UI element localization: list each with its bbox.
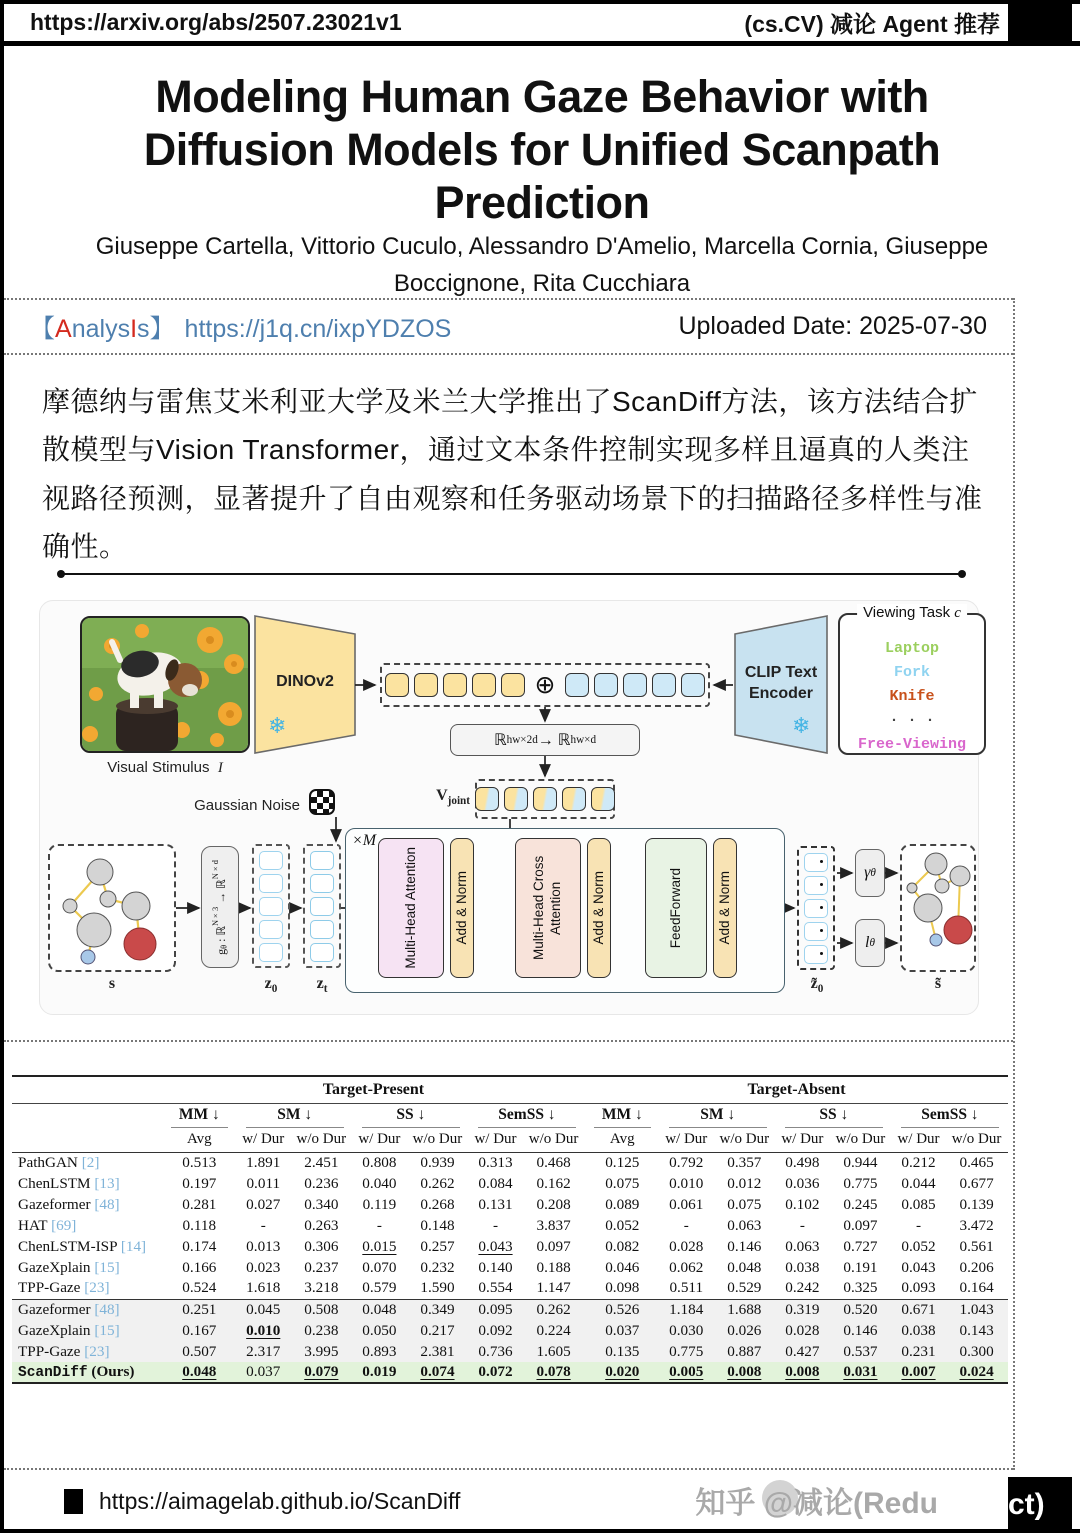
metric-header: SS ↓ [353,1103,469,1128]
value-cell: 0.075 [605,1174,640,1192]
text-token [565,673,589,697]
value-cell: 0.084 [478,1174,513,1192]
value-cell: 0.010 [246,1321,281,1339]
task-option: · · · [889,712,935,729]
value-cell: 1.618 [246,1279,281,1297]
value-cell: 0.102 [785,1195,820,1213]
value-cell: 0.048 [353,1299,406,1320]
value-cell: 0.028 [785,1321,820,1339]
table-row [12,1173,1008,1194]
sub-header: Avg [585,1128,660,1152]
results-table [12,1075,1008,1384]
authors: Giuseppe Cartella, Vittorio Cuculo, Alessandro D'Amelio, Marcella Cornia, Giuseppe Boccignone, Rita Cucchiara [95,233,989,298]
value-cell: 0.048 [727,1258,762,1276]
value-cell: 0.089 [605,1195,640,1213]
group-header: Target-Absent [585,1076,1008,1103]
project-link[interactable]: https://aimagelab.github.io/ScanDiff [99,1488,461,1514]
value-cell: 0.146 [727,1237,762,1255]
method-cell: HAT [69] [18,1216,77,1234]
value-cell: 0.043 [901,1258,936,1276]
value-cell: 0.498 [785,1153,820,1171]
method-cell: GazeXplain [15] [18,1258,120,1276]
uploaded-date: Uploaded Date: 2025-07-30 [678,312,987,340]
value-cell: 0.197 [182,1174,217,1192]
sub-header: Avg [162,1128,237,1152]
table-row [12,1257,1008,1278]
value-cell: - [260,1216,266,1234]
value-cell: 0.191 [843,1258,878,1276]
value-cell: - [376,1216,382,1234]
value-cell: 0.118 [182,1216,217,1234]
value-cell: 0.048 [182,1363,217,1380]
task-option: Fork [893,664,930,681]
method-cell: ScanDiff (Ours) [18,1363,135,1381]
table-row [12,1215,1008,1236]
snowflake-icon: ❄ [792,713,811,738]
results-table-head [12,1076,1008,1152]
value-cell: 0.166 [182,1258,217,1276]
table-row [12,1236,1008,1257]
value-cell: 0.736 [478,1342,513,1360]
value-cell: 0.529 [727,1279,762,1297]
task-option: Laptop [884,640,939,657]
value-cell: 0.027 [246,1195,281,1213]
value-cell: 0.037 [605,1321,640,1339]
value-cell: 0.098 [605,1279,640,1297]
embedding-function-box: $g_\theta$ : ℝ$^{N\times 3}$ → ℝ$^{N\times d}$ [201,846,239,968]
value-cell: 0.775 [843,1174,878,1192]
value-cell: 0.174 [182,1237,217,1255]
value-cell: 0.508 [290,1299,353,1320]
value-cell: 0.008 [785,1363,820,1380]
value-cell: 0.427 [785,1342,820,1360]
snowflake-icon: ❄ [268,713,287,738]
arxiv-url[interactable]: https://arxiv.org/abs/2507.23021v1 [30,9,402,35]
architecture-figure [39,600,979,1015]
sub-header: w/ Dur [469,1128,522,1152]
value-cell: 0.010 [669,1174,704,1192]
value-cell: 0.037 [246,1363,281,1380]
value-cell: 0.078 [536,1363,571,1380]
value-cell: 0.052 [605,1216,640,1234]
value-cell: 0.013 [246,1237,281,1255]
results-table-body [12,1152,1008,1383]
value-cell: 0.092 [478,1321,513,1339]
value-cell: 0.135 [605,1342,640,1360]
value-cell: - [799,1216,805,1234]
image-token [472,673,496,697]
value-cell: 0.005 [669,1363,704,1380]
method-cell: ChenLSTM [13] [18,1174,120,1192]
zt-label: $z_t$ [316,975,328,996]
value-cell: 0.251 [162,1299,237,1320]
text-token [594,673,618,697]
value-cell: 0.097 [843,1216,878,1234]
value-cell: 0.526 [585,1299,660,1320]
value-cell: 0.038 [785,1258,820,1276]
sub-header: w/ Dur [892,1128,945,1152]
value-cell: 0.036 [785,1174,820,1192]
value-cell: 0.031 [843,1363,878,1380]
joint-token [533,787,557,811]
input-scanpath [48,844,176,972]
watermark-text: 知乎 @减论(Redu [695,1487,938,1520]
value-cell: 0.245 [843,1195,878,1213]
value-cell: 0.093 [901,1279,936,1297]
value-cell: 0.537 [843,1342,878,1360]
value-cell: 0.095 [469,1299,522,1320]
value-cell: 0.561 [959,1237,994,1255]
value-cell: 3.218 [304,1279,339,1297]
divider [4,1040,1013,1042]
value-cell: 1.043 [945,1299,1008,1320]
value-cell: 2.317 [246,1342,281,1360]
value-cell: 0.727 [843,1237,878,1255]
table-row [12,1299,1008,1320]
value-cell: 0.008 [727,1363,762,1380]
joint-token [562,787,586,811]
value-cell: 0.236 [304,1174,339,1192]
value-cell: 0.554 [478,1279,513,1297]
value-cell: 0.671 [892,1299,945,1320]
sub-header: w/o Dur [522,1128,585,1152]
multi-head-cross-attention-box: Multi-Head Cross Attention [515,838,581,978]
value-cell: 0.030 [669,1321,704,1339]
s-tilde-label: s̃ [934,975,942,992]
value-cell: 0.125 [605,1153,640,1171]
value-cell: 0.050 [362,1321,397,1339]
value-cell: 0.164 [959,1279,994,1297]
table-row [12,1320,1008,1341]
value-cell: 0.262 [420,1174,455,1192]
value-cell: 0.507 [182,1342,217,1360]
dot-divider [59,573,964,575]
table-row [12,1278,1008,1299]
value-cell: 0.075 [727,1195,762,1213]
text-token [652,673,676,697]
divider [4,353,1013,355]
value-cell: 0.043 [478,1237,513,1255]
value-cell: 0.325 [843,1279,878,1297]
value-cell: 0.939 [420,1153,455,1171]
add-norm-box: Add & Norm [713,838,737,978]
footer [4,1470,1013,1533]
value-cell: 0.231 [901,1342,936,1360]
z0-column [252,844,290,968]
value-cell: 0.887 [727,1342,762,1360]
analysis-link[interactable]: https://j1q.cn/ixpYDZOS [184,314,452,343]
value-cell: 0.038 [901,1321,936,1339]
value-cell: 0.148 [420,1216,455,1234]
metric-header: SS ↓ [776,1103,892,1128]
value-cell: 0.040 [362,1174,397,1192]
value-cell: 0.131 [478,1195,513,1213]
viewing-task-box [838,604,986,755]
value-cell: 0.232 [420,1258,455,1276]
value-cell: 0.349 [406,1299,469,1320]
value-cell: 0.677 [959,1174,994,1192]
corner-black-box-top [1008,0,1072,46]
value-cell: 1.605 [536,1342,571,1360]
metric-header: SemSS ↓ [469,1103,585,1128]
value-cell: - [492,1216,499,1234]
value-cell: 0.079 [304,1363,339,1380]
sub-header: w/o Dur [945,1128,1008,1152]
value-cell: 0.513 [182,1153,217,1171]
value-cell: 0.070 [362,1258,397,1276]
metric-header: MM ↓ [162,1103,237,1128]
top-bar [4,0,1080,46]
s-label: s [108,975,116,992]
category-tag: (cs.CV) 减论 Agent 推荐 [744,11,1000,37]
value-cell: 1.147 [536,1279,571,1297]
value-cell: 0.044 [901,1174,936,1192]
value-cell: 0.524 [182,1279,217,1297]
method-cell: PathGAN [2] [18,1153,100,1171]
value-cell: 0.082 [605,1237,640,1255]
value-cell: 0.263 [304,1216,339,1234]
group-header: Target-Present [162,1076,585,1103]
method-cell: GazeXplain [15] [18,1321,120,1339]
value-cell: 0.306 [304,1237,339,1255]
z0-tilde-label: $z̃_0$ [810,975,824,996]
image-token [414,673,438,697]
token-row [380,663,710,707]
value-cell: 1.184 [660,1299,713,1320]
summary-text: 摩德纳与雷焦艾米利亚大学及米兰大学推出了ScanDiff方法，该方法结合扩散模型与Vision Transformer，通过文本条件控制实现多样且逼真的人类注视路径预测，显著提升了自由观察和任务驱动场景下的扫描路径多样性与准确性。 [42,386,983,563]
sub-header: w/o Dur [713,1128,776,1152]
dinov2-encoder: DINOv2 [276,673,334,690]
value-cell: 0.015 [362,1237,397,1255]
value-cell: 0.063 [785,1237,820,1255]
value-cell: 0.007 [901,1363,936,1380]
metric-header: MM ↓ [585,1103,660,1128]
image-token [385,673,409,697]
gaussian-noise-label: Gaussian Noise [194,797,300,814]
right-dashed-border [1013,298,1015,1470]
sub-header: w/ Dur [776,1128,829,1152]
sub-header: w/ Dur [353,1128,406,1152]
value-cell: 0.808 [362,1153,397,1171]
value-cell: 0.167 [182,1321,217,1339]
value-cell: 0.300 [959,1342,994,1360]
text-token [681,673,705,697]
clip-text-encoder: CLIP Text Encoder [744,664,818,702]
feedforward-box: FeedForward [645,838,707,978]
value-cell: 0.143 [959,1321,994,1339]
value-cell: 0.792 [669,1153,704,1171]
method-cell: ChenLSTM-ISP [14] [18,1237,147,1255]
value-cell: 0.775 [669,1342,704,1360]
noise-icon [309,789,335,815]
viewing-task-title: Viewing Task c [857,604,967,622]
value-cell: 0.313 [478,1153,513,1171]
sub-header: w/o Dur [829,1128,892,1152]
value-cell: 3.995 [304,1342,339,1360]
value-cell: 0.139 [959,1195,994,1213]
value-cell: 0.062 [669,1258,704,1276]
value-cell: 0.281 [182,1195,217,1213]
image-token [443,673,467,697]
value-cell: 0.140 [478,1258,513,1276]
multi-head-attention-box: Multi-Head Attention [378,838,444,978]
corner-black-box-bottom [1008,1477,1072,1533]
sub-header: w/o Dur [290,1128,353,1152]
value-cell: 0.119 [362,1195,397,1213]
value-cell: 0.045 [237,1299,290,1320]
analysis-label: 【AnalysIs】 https://j1q.cn/ixpYDZOS [30,314,452,343]
value-cell: 0.224 [536,1321,571,1339]
method-cell: Gazeformer [48] [12,1299,162,1320]
watermark-tail: ct) [1008,1488,1045,1521]
image-token [501,673,525,697]
value-cell: 0.024 [959,1363,994,1380]
value-cell: 0.212 [901,1153,936,1171]
joint-token [504,787,528,811]
task-option: Knife [889,688,935,705]
value-cell: 0.028 [669,1237,704,1255]
joint-token [475,787,499,811]
method-cell: Gazeformer [48] [18,1195,120,1213]
value-cell: 0.237 [304,1258,339,1276]
value-cell: 0.208 [536,1195,571,1213]
value-cell: 0.893 [362,1342,397,1360]
page-title: Modeling Human Gaze Behavior with Diffusion Models for Unified Scanpath Prediction [143,71,941,229]
value-cell: 0.188 [536,1258,571,1276]
value-cell: 1.688 [713,1299,776,1320]
value-cell: 3.837 [536,1216,571,1234]
value-cell: 0.319 [776,1299,829,1320]
value-cell: 1.590 [420,1279,455,1297]
value-cell: 0.097 [536,1237,571,1255]
metric-header: SM ↓ [660,1103,776,1128]
value-cell: 0.061 [669,1195,704,1213]
footer-bullet-icon [64,1489,83,1514]
zt-column [303,844,341,968]
value-cell: - [915,1216,922,1234]
vjoint-label: $V_{joint}$ [436,787,470,808]
table-row [12,1362,1008,1383]
value-cell: 0.944 [843,1153,878,1171]
value-cell: 3.472 [959,1216,994,1234]
value-cell: 0.085 [901,1195,936,1213]
stimulus-label: Visual Stimulus I [107,759,223,776]
sub-header: w/ Dur [237,1128,290,1152]
value-cell: 0.023 [246,1258,281,1276]
value-cell: 0.206 [959,1258,994,1276]
value-cell: 0.052 [901,1237,936,1255]
table-row [12,1152,1008,1173]
value-cell: 0.465 [959,1153,994,1171]
viewing-task-list [840,637,984,757]
times-m-label: ×M [352,832,377,849]
value-cell: 0.026 [727,1321,762,1339]
value-cell: - [683,1216,689,1234]
metric-header: SemSS ↓ [892,1103,1008,1128]
method-cell: TPP-Gaze [23] [18,1279,110,1297]
value-cell: 2.381 [420,1342,455,1360]
value-cell: 0.340 [304,1195,339,1213]
value-cell: 1.891 [246,1153,281,1171]
value-cell: 0.257 [420,1237,455,1255]
metric-header: SM ↓ [237,1103,353,1128]
value-cell: 0.520 [829,1299,892,1320]
value-cell: 0.063 [727,1216,762,1234]
text-token [623,673,647,697]
output-scanpath [900,844,976,972]
value-cell: 2.451 [304,1153,339,1171]
value-cell: 0.268 [420,1195,455,1213]
value-cell: 0.072 [478,1363,513,1380]
add-norm-box: Add & Norm [587,838,611,978]
sub-header: w/o Dur [406,1128,469,1152]
value-cell: 0.046 [605,1258,640,1276]
sub-header: w/ Dur [660,1128,713,1152]
z0-label: $z_0$ [264,975,278,996]
gamma-head-box: γ θ [855,849,885,897]
z0-tilde-column [797,846,835,970]
vjoint-token-row [475,779,615,819]
value-cell: 0.468 [536,1153,571,1171]
value-cell: 0.012 [727,1174,762,1192]
value-cell: 0.238 [304,1321,339,1339]
value-cell: 0.511 [669,1279,704,1297]
value-cell: 0.162 [536,1174,571,1192]
table-row [12,1194,1008,1215]
value-cell: 0.262 [522,1299,585,1320]
value-cell: 0.020 [605,1363,640,1380]
joint-token [591,787,615,811]
value-cell: 0.217 [420,1321,455,1339]
duration-head-box: l θ [855,919,885,967]
add-norm-box: Add & Norm [450,838,474,978]
analysis-band [4,300,1013,353]
value-cell: 0.242 [785,1279,820,1297]
value-cell: 0.146 [843,1321,878,1339]
stimulus-image [80,616,250,753]
value-cell: 0.019 [362,1363,397,1380]
oplus-icon: ⊕ [534,670,556,699]
task-option: Free-Viewing [857,736,967,753]
value-cell: 0.579 [362,1279,397,1297]
projection-box: ℝ hw×2d → ℝ hw×d [450,724,640,756]
value-cell: 0.357 [727,1153,762,1171]
value-cell: 0.011 [246,1174,281,1192]
value-cell: 0.074 [420,1363,455,1380]
method-cell: TPP-Gaze [23] [18,1342,110,1360]
table-row [12,1341,1008,1362]
